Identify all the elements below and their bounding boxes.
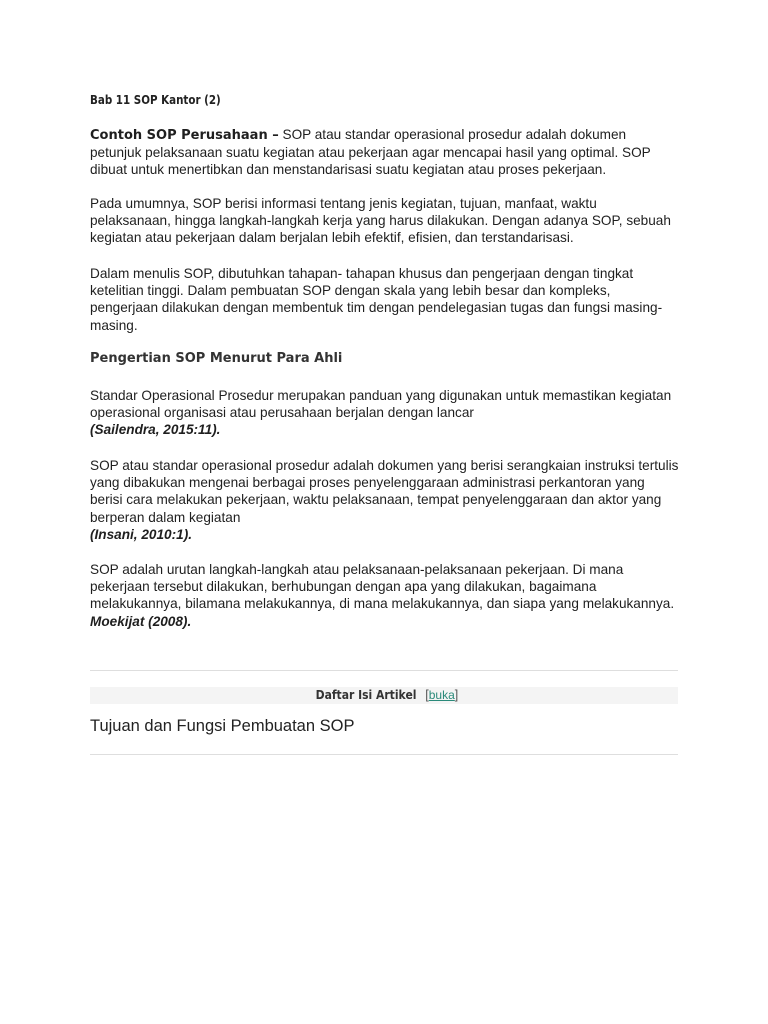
citation: (Sailendra, 2015:11).: [90, 422, 221, 438]
definition-text: SOP atau standar operasional prosedur adalah dokumen yang berisi serangkaian instruksi tertulis yang dibakukan mengenai berbagai proses penyelenggaraan administrasi perkantoran yang berisi cara melakukan pekerjaan, waktu pelaksanaan, tempat penyelenggaraan dan aktor yang berperan dalam kegiatan: [90, 458, 679, 525]
divider: [90, 670, 678, 671]
chapter-title: Bab 11 SOP Kantor (2): [90, 93, 221, 107]
definition-text: SOP adalah urutan langkah-langkah atau pelaksanaan-pelaksanaan pekerjaan. Di mana pekerjaan tersebut dilakukan, berhubungan dengan apa yang dilakukan, bagaimana melakukannya, bilamana melakukannya, di mana melakukannya, dan siapa yang melakukannya.: [90, 562, 675, 612]
section-heading: Tujuan dan Fungsi Pembuatan SOP: [90, 717, 355, 735]
method-paragraph: Dalam menulis SOP, dibutuhkan tahapan- tahapan khusus dan pengerjaan dengan tingkat ketelitian tinggi. Dalam pembuatan SOP dengan skala yang lebih besar dan kompleks, pengerjaan dilakukan dengan membentuk tim dengan pendelegasian tugas dan fungsi masing- masing.: [90, 266, 663, 333]
definition-sailendra: [90, 387, 680, 439]
citation: Moekijat (2008).: [90, 613, 192, 629]
divider: [90, 754, 678, 755]
intro-lead: Contoh SOP Perusahaan –: [90, 128, 279, 143]
intro-text: SOP atau standar operasional prosedur adalah dokumen petunjuk pelaksanaan suatu kegiatan atau pekerjaan agar mencapai hasil yang optimal. SOP dibuat untuk menertibkan dan menstandarisasi suatu kegiatan atau proses pekerjaan.: [90, 127, 651, 178]
definition-moekijat: [90, 561, 680, 630]
toc-bracket-open: [: [421, 688, 429, 702]
content-paragraph: Pada umumnya, SOP berisi informasi tentang jenis kegiatan, tujuan, manfaat, waktu pelaksanaan, hingga langkah-langkah kerja yang harus dilakukan. Dengan adanya SOP, sebuah kegiatan atau pekerjaan dalam berjalan lebih efektif, efisien, dan terstandarisasi.: [90, 196, 671, 246]
citation: (Insani, 2010:1).: [90, 526, 192, 542]
table-of-contents-bar: [90, 687, 678, 704]
toc-title: Daftar Isi Artikel: [315, 688, 417, 702]
experts-subheading: Pengertian SOP Menurut Para Ahli: [90, 351, 343, 366]
toc-toggle-link[interactable]: buka: [428, 688, 455, 702]
definition-text: Standar Operasional Prosedur merupakan panduan yang digunakan untuk memastikan kegiatan operasional organisasi atau perusahaan berjalan dengan lancar: [90, 388, 672, 421]
intro-paragraph: [90, 126, 680, 179]
definition-insani: [90, 457, 680, 543]
toc-bracket-close: ]: [454, 688, 459, 702]
